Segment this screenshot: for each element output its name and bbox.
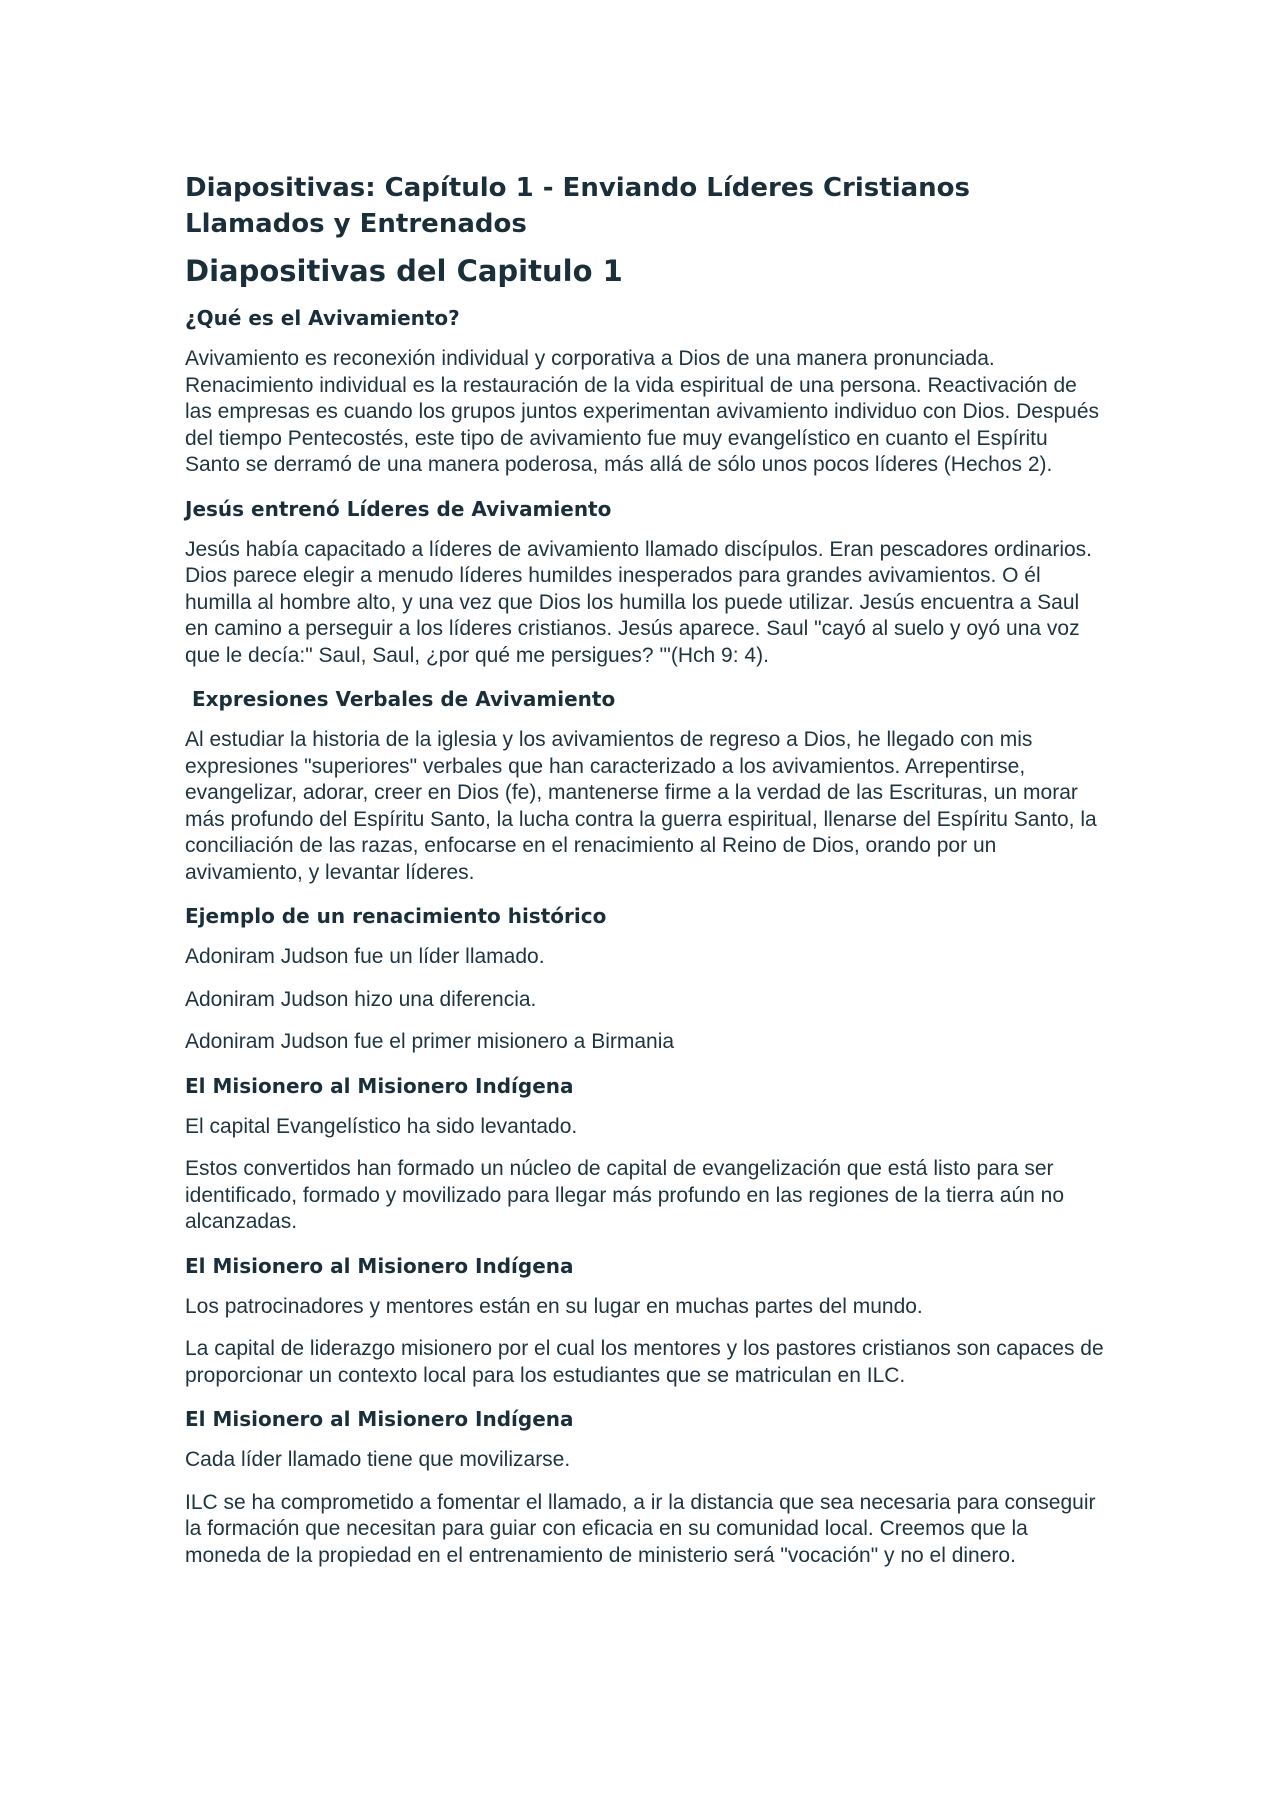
section-revival-definition <box>185 304 1105 479</box>
paragraph: Al estudiar la historia de la iglesia y los avivamientos de regreso a Dios, he llegado con mis expresiones "superiores" verbales que han caracterizado a los avivamientos. Arrepentirse, evangelizar, adorar, creer en Dios (fe), mantenerse firme a la verdad de las Escrituras, un morar más profundo del Espíritu Santo, la lucha contra la guerra espiritual, llenarse del Espíritu Santo, la conciliación de las razas, enfocarse en el renacimiento al Reino de Dios, orando por un avivamiento, y levantar líderes. <box>185 728 1097 884</box>
section-missionary-1 <box>185 1072 1105 1236</box>
paragraph: Avivamiento es reconexión individual y corporativa a Dios de una manera pronunciada. Renacimiento individual es la restauración de la vida espiritual de una persona. Reactivación de las empresas es cuando los grupos juntos experimentan avivamiento individuo con Dios. Después del tiempo Pentecostés, este tipo de avivamiento fue muy evangelístico en cuanto el Espíritu Santo se derramó de una manera poderosa, más allá de sólo unos pocos líderes (Hechos 2). <box>185 347 1100 476</box>
section-historical-example <box>185 902 1105 1056</box>
section-heading: El Misionero al Misionero Indígena <box>185 1253 574 1278</box>
section-jesus-trained-leaders <box>185 495 1105 670</box>
paragraph: El capital Evangelístico ha sido levantado. <box>185 1114 578 1138</box>
section-heading: ¿Qué es el Avivamiento? <box>185 306 460 330</box>
section-heading: Jesús entrenó Líderes de Avivamiento <box>185 496 612 521</box>
paragraph: Adoniram Judson fue el primer misionero a Birmania <box>185 1030 675 1053</box>
document-title: Diapositivas: Capítulo 1 - Enviando Líderes Cristianos Llamados y Entrenados <box>185 173 971 239</box>
paragraph: ILC se ha comprometido a fomentar el llamado, a ir la distancia que sea necesaria para conseguir la formación que necesitan para guiar con eficacia en su comunidad local. Creemos que la moneda de la propiedad en el entrenamiento de ministerio será "vocación" y no el dinero. <box>185 1490 1096 1567</box>
paragraph: Adoniram Judson fue un líder llamado. <box>185 945 545 968</box>
section-missionary-3 <box>185 1405 1105 1569</box>
paragraph: Estos convertidos han formado un núcleo de capital de evangelización que está listo para ser identificado, formado y movilizado para llegar más profundo en las regiones de la tierra aún no alcanzadas. <box>185 1157 1065 1233</box>
paragraph: Jesús había capacitado a líderes de avivamiento llamado discípulos. Eran pescadores ordinarios. Dios parece elegir a menudo líderes humildes inesperados para grandes avivamientos. O él humilla al hombre alto, y una vez que Dios los humilla los puede utilizar. Jesús encuentra a Saul en camino a perseguir a los líderes cristianos. Jesús aparece. Saul "cayó al suelo y oyó una voz que le decía:" Saul, Saul, ¿por qué me persigues? '"(Hch 9: 4). <box>185 537 1093 667</box>
section-heading: Expresiones Verbales de Avivamiento <box>185 687 616 711</box>
paragraph: Cada líder llamado tiene que movilizarse. <box>185 1448 571 1471</box>
paragraph: Los patrocinadores y mentores están en su lugar en muchas partes del mundo. <box>185 1294 923 1318</box>
section-missionary-2 <box>185 1252 1105 1390</box>
document-subtitle: Diapositivas del Capitulo 1 <box>185 254 623 288</box>
section-heading: Ejemplo de un renacimiento histórico <box>185 904 607 928</box>
document-page <box>185 170 1105 1585</box>
section-heading: El Misionero al Misionero Indígena <box>185 1073 574 1098</box>
paragraph: La capital de liderazgo misionero por el cual los mentores y los pastores cristianos son capaces de proporcionar un contexto local para los estudiantes que se matriculan en ILC. <box>185 1337 1104 1387</box>
paragraph: Adoniram Judson hizo una diferencia. <box>185 987 537 1011</box>
section-verbal-expressions <box>185 685 1105 886</box>
section-heading: El Misionero al Misionero Indígena <box>185 1407 574 1431</box>
